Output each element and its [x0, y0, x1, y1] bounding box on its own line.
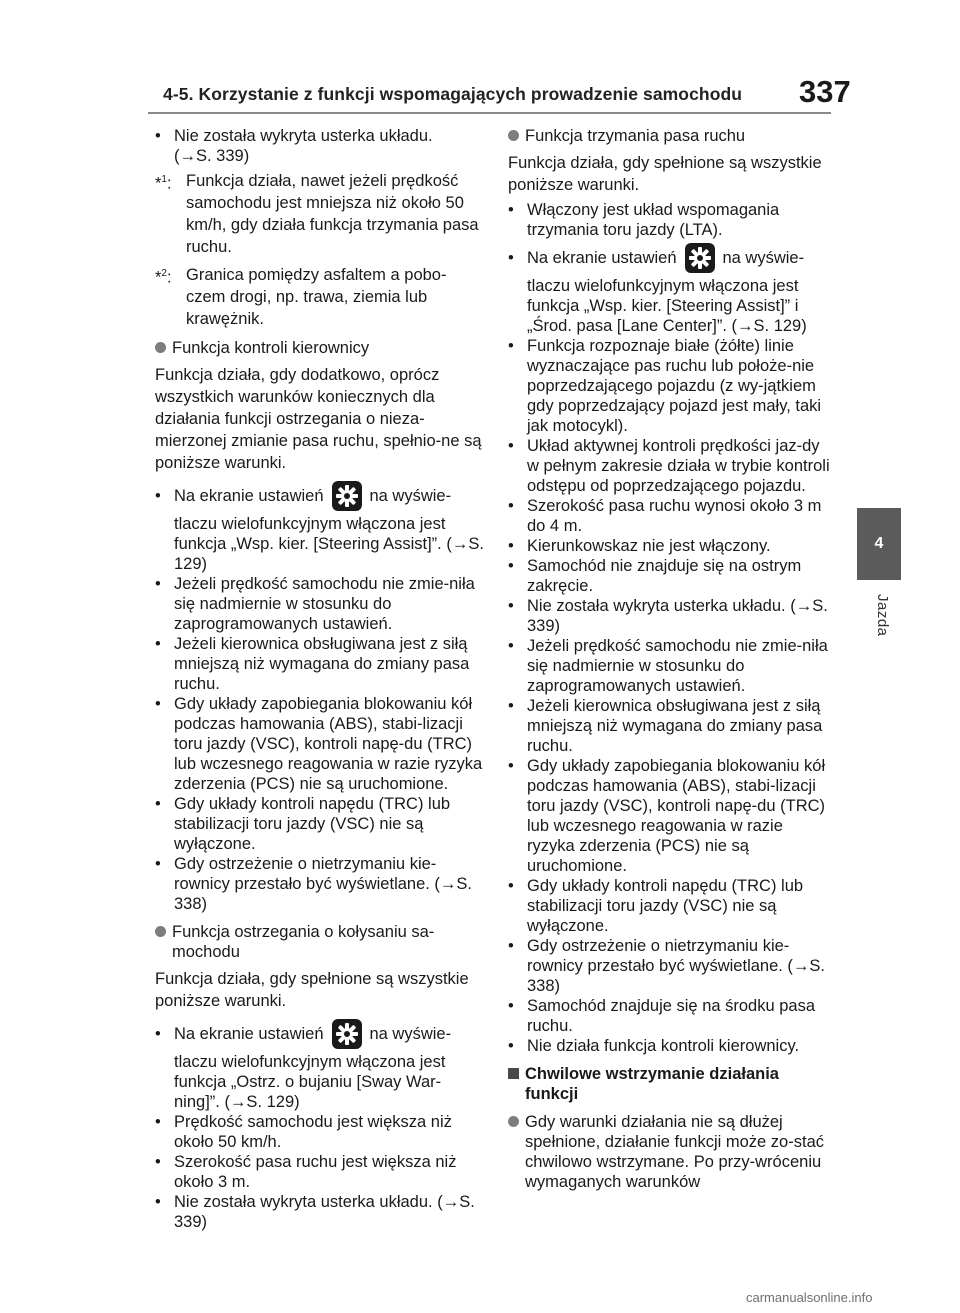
subheading-sway-warning: Funkcja ostrzegania o kołysaniu sa-mochodu — [155, 922, 485, 962]
list-item: • Na ekranie ustawień na wyświe- — [155, 1016, 485, 1052]
list-item: • Na ekranie ustawień na wyświe- — [508, 240, 833, 276]
circle-bullet-icon — [155, 926, 166, 937]
paragraph: Funkcja działa, gdy spełnione są wszystkie poniższe warunki. — [508, 154, 822, 194]
page-number: 337 — [799, 74, 851, 109]
list-item: • Włączony jest układ wspomagania trzymania toru jazdy (LTA). — [508, 201, 780, 239]
list-item: • Funkcja rozpoznaje białe (żółte) linie wyznaczające pas ruchu lub położe-nie poprzedzającego pojazdu (z wy-jątkiem gdy poprzedzający pojazd jest mały, taki jak motocykl). — [508, 337, 822, 435]
list-item: • Szerokość pasa ruchu wynosi około 3 m do 4 m. — [508, 497, 822, 535]
list-item: • Kierunkowskaz nie jest włączony. — [508, 537, 771, 555]
chapter-tab: 4 — [857, 508, 901, 580]
list-item: • Szerokość pasa ruchu jest większa niż około 3 m. — [155, 1153, 457, 1191]
gear-icon — [332, 1019, 362, 1049]
list-item: • Na ekranie ustawień na wyświe- — [155, 478, 485, 514]
list-item: • Nie została wykryta usterka układu. (→S. 339) — [155, 1193, 475, 1231]
paragraph: Funkcja działa, gdy spełnione są wszystkie poniższe warunki. — [155, 970, 469, 1010]
list-item: • Gdy układy zapobiegania blokowaniu kół podczas hamowania (ABS), stabi-lizacji toru jazdy (VSC), kontroli napę-du (TRC) lub wczesnego reagowania w razie ryzyka zderzenia (PCS) nie są uruchomione. — [155, 695, 483, 793]
square-bullet-icon — [508, 1068, 519, 1079]
right-column — [508, 126, 833, 1198]
subheading-steering-control: Funkcja kontroli kierownicy — [155, 338, 485, 358]
list-item: • Nie została wykryta usterka układu. (→S. 339) — [155, 127, 433, 165]
list-item: • Jeżeli prędkość samochodu nie zmie-niła się nadmiernie w stosunku do zaprogramowanych ustawień. — [508, 637, 828, 695]
list-item-continuation: tlaczu wielofunkcyjnym włączona jest funkcja „Wsp. kier. [Steering Assist]” i „Środ. pasa [Lane Center]”. (→S. 129) — [527, 277, 807, 335]
watermark: carmanualsonline.info — [746, 1290, 873, 1305]
list-item: • Samochód znajduje się na środku pasa ruchu. — [508, 997, 816, 1035]
left-column — [155, 126, 485, 1232]
circle-bullet-icon — [508, 130, 519, 141]
circle-bullet-icon — [155, 342, 166, 353]
list-item: • Układ aktywnej kontroli prędkości jaz-dy w pełnym zakresie działa w trybie kontroli odstępu od poprzedzającego pojazdu. — [508, 437, 830, 495]
list-item: • Nie została wykryta usterka układu. (→S. 339) — [508, 597, 828, 635]
section-heading-temporary-suspension: Chwilowe wstrzymanie działania funkcji — [508, 1064, 833, 1104]
list-item: • Gdy układy kontroli napędu (TRC) lub stabilizacji toru jazdy (VSC) nie są wyłączone. — [155, 795, 451, 853]
header-divider — [148, 112, 831, 114]
chapter-label: Jazda — [874, 594, 891, 637]
subheading-lane-keeping: Funkcja trzymania pasa ruchu — [508, 126, 833, 146]
list-item-continuation: tlaczu wielofunkcyjnym włączona jest funkcja „Wsp. kier. [Steering Assist]”. (→S. 129) — [174, 515, 484, 573]
list-item: • Samochód nie znajduje się na ostrym zakręcie. — [508, 557, 802, 595]
list-item: • Gdy układy zapobiegania blokowaniu kół podczas hamowania (ABS), stabi-lizacji toru jazdy (VSC), kontroli napę-du (TRC) lub wczesnego reagowania w razie ryzyka zderzenia (PCS) nie są uruchomione. — [508, 757, 826, 875]
list-item-continuation: tlaczu wielofunkcyjnym włączona jest funkcja „Ostrz. o bujaniu [Sway War-ning]”. (→S. 129) — [174, 1053, 446, 1111]
page-header-title: 4-5. Korzystanie z funkcji wspomagających prowadzenie samochodu — [163, 84, 743, 104]
list-item: • Jeżeli kierownica obsługiwana jest z siłą mniejszą niż wymagana do zmiany pasa ruchu. — [155, 635, 470, 693]
circle-bullet-icon — [508, 1116, 519, 1127]
list-item: • Gdy układy kontroli napędu (TRC) lub stabilizacji toru jazdy (VSC) nie są wyłączone. — [508, 877, 804, 935]
list-item: • Gdy ostrzeżenie o nietrzymaniu kie-rownicy przestało być wyświetlane. (→S. 338) — [155, 855, 473, 913]
list-item: • Nie działa funkcja kontroli kierownicy. — [508, 1037, 800, 1055]
list-item: • Prędkość samochodu jest większa niż około 50 km/h. — [155, 1113, 452, 1151]
list-item: • Jeżeli kierownica obsługiwana jest z siłą mniejszą niż wymagana do zmiany pasa ruchu. — [508, 697, 823, 755]
paragraph: Funkcja działa, gdy dodatkowo, oprócz wszystkich warunków koniecznych dla działania funkcji ostrzegania o nieza-mierzonej zmianie pasa ruchu, spełnio-ne są poniższe warunki. — [155, 366, 482, 472]
subheading-conditions-not-met: Gdy warunki działania nie są dłużej spełnione, działanie funkcji może zo-stać chwilowo wstrzymane. Po przy-wróceniu wymaganych warunków — [508, 1112, 833, 1192]
footnote-1: *$^1$: Funkcja działa, nawet jeżeli prędkość samochodu jest mniejsza niż około 50 km/h, gdy działa funkcja trzymania pasa ruchu. — [155, 172, 479, 256]
list-item: • Jeżeli prędkość samochodu nie zmie-niła się nadmiernie w stosunku do zaprogramowanych ustawień. — [155, 575, 475, 633]
gear-icon — [332, 481, 362, 511]
list-item: • Gdy ostrzeżenie o nietrzymaniu kie-rownicy przestało być wyświetlane. (→S. 338) — [508, 937, 826, 995]
footnote-2: *$^2$: Granica pomiędzy asfaltem a pobo-czem drogi, np. trawa, ziemia lub krawężnik. — [155, 266, 447, 328]
gear-icon — [685, 243, 715, 273]
